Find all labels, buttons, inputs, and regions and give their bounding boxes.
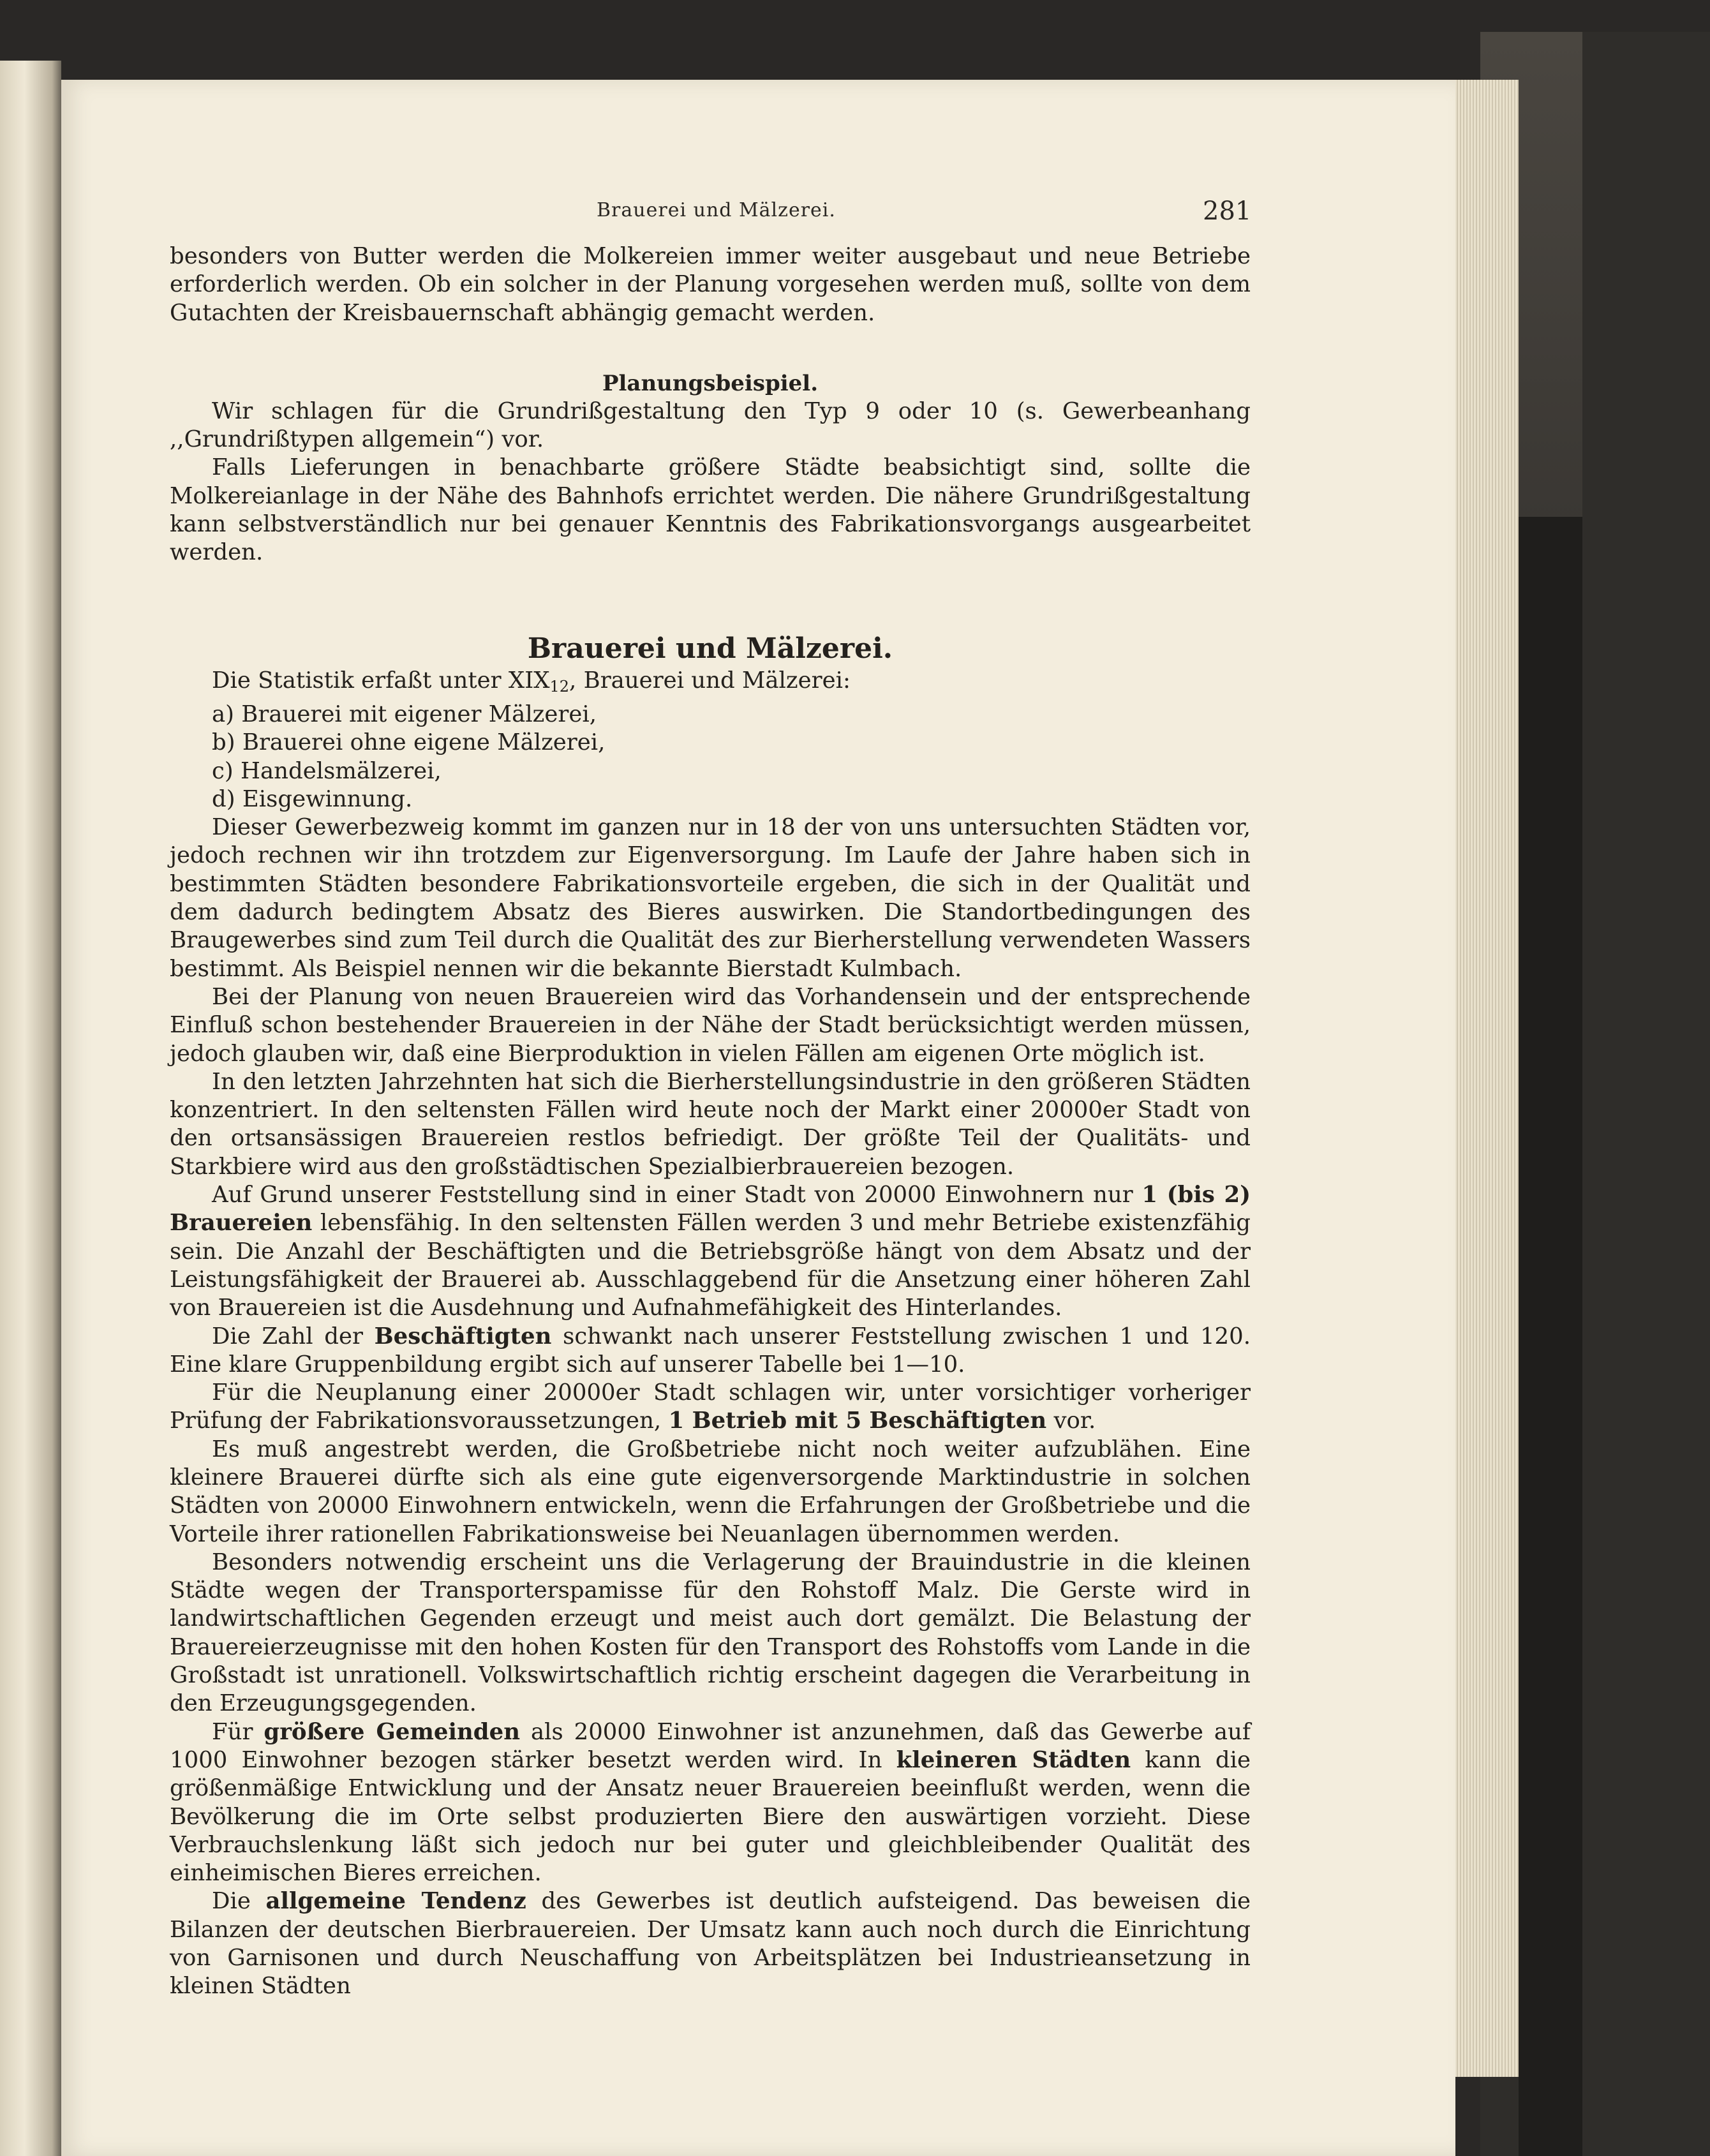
statistics-line — [170, 667, 1251, 701]
text-run: Für — [212, 1718, 264, 1745]
facing-page-edge — [0, 61, 61, 2156]
statistics-text-end: , Brauerei und Mälzerei: — [569, 667, 851, 694]
text-run: des Gewerbes ist deutlich aufsteigend. Das beweisen die Bilanzen der deutschen Bierbrauereien. Der Umsatz kann auch noch durch die Einrichtung von Garnisonen und durch Neuschaffung von Arbeitsplätzen bei Industrieansetzung in kleinen Städten — [170, 1888, 1251, 2000]
bold-text-run: 1 (bis 2) Brauereien — [170, 1182, 1251, 1237]
list-item: b) Brauerei ohne eigene Mälzerei, — [212, 729, 606, 756]
bold-text-run: Beschäftigten — [374, 1323, 552, 1349]
text-run: als 20000 Einwohner ist anzunehmen, daß das Gewerbe auf 1000 Einwohner bezogen stärker besetzt werden wird. In — [170, 1718, 1251, 1773]
page-body — [170, 242, 1251, 2001]
list-item: d) Eisgewinnung. — [212, 785, 413, 812]
brewery-paragraph-10 — [170, 1887, 1251, 2000]
section-heading-planning: Planungsbeispiel. — [602, 370, 819, 396]
running-title: Brauerei und Mälzerei. — [597, 199, 836, 221]
book-cover-band — [1519, 517, 1582, 2156]
text-run: vor. — [1046, 1408, 1096, 1434]
statistics-text: Die Statistik erfaßt unter XIX — [212, 667, 550, 694]
brewery-paragraph-9 — [170, 1718, 1251, 1888]
brewery-paragraph-7: Es muß angestrebt werden, die Großbetriebe nicht noch weiter aufzublähen. Eine kleinere Brauerei dürfte sich als eine gute eigenversorgende Marktindustrie in solchen Städten von 20000 Einwohnern entwickeln, wenn die Erfahrungen der Großbetriebe und die Vorteile ihrer rationellen Fabrikationsweise bei Neuanlagen übernommen werden. — [170, 1436, 1251, 1547]
brewery-paragraph-5 — [170, 1323, 1251, 1379]
page-number: 281 — [1203, 197, 1252, 226]
intro-paragraph: besonders von Butter werden die Molkereien immer weiter ausgebaut und neue Betriebe erforderlich werden. Ob ein solcher in der Planung vorgesehen werden muß, sollte von dem Gutachten der Kreisbauernschaft abhängig gemacht werden. — [170, 243, 1251, 326]
planning-paragraph-1: Wir schlagen für die Grundrißgestaltung den Typ 9 oder 10 (s. Gewerbeanhang ,,Grundrißtypen allgemein“) vor. — [170, 398, 1251, 453]
brewery-paragraph-4 — [170, 1181, 1251, 1322]
text-run: Für die Neuplanung einer 20000er Stadt schlagen wir, unter vorsichtiger vorheriger Prüfung der Fabrikationsvoraussetzungen, — [170, 1379, 1251, 1434]
page-block-edges — [1448, 80, 1519, 2077]
brewery-paragraph-8: Besonders notwendig erscheint uns die Verlagerung der Brauindustrie in die kleinen Städte wegen der Transporterspamisse für den Rohstoff Malz. Die Gerste wird in landwirtschaftlichen Gegenden erzeugt und meist auch dort gemälzt. Die Belastung der Brauereierzeugnisse mit den hohen Kosten für den Transport des Rohstoffs vom Lande in die Großstadt ist unrationell. Volkswirtschaftlich richtig erscheint dagegen die Verarbeitung in den Erzeugungsgegenden. — [170, 1549, 1251, 1717]
text-run: schwankt nach unserer Feststellung zwischen 1 und 120. Eine klare Gruppenbildung ergibt sich auf unserer Tabelle bei 1—10. — [170, 1323, 1251, 1378]
list-item: c) Handelsmälzerei, — [212, 757, 442, 784]
text-run: Die Zahl der — [212, 1323, 375, 1349]
text-run: Die — [212, 1888, 266, 1915]
text-run: Auf Grund unserer Feststellung sind in einer Stadt von 20000 Einwohnern nur — [212, 1182, 1142, 1208]
list-item: a) Brauerei mit eigener Mälzerei, — [212, 701, 597, 727]
brewery-paragraph-2: Bei der Planung von neuen Brauereien wird das Vorhandensein und der entsprechende Einfluß schon bestehender Brauereien in der Nähe der Stadt berücksichtigt werden müssen, jedoch glauben wir, daß eine Bierproduktion in vielen Fällen am eigenen Orte möglich ist. — [170, 983, 1251, 1067]
brewery-paragraph-6 — [170, 1379, 1251, 1436]
section-heading-brewery: Brauerei und Mälzerei. — [527, 632, 893, 665]
text-run: kann die größenmäßige Entwicklung und der Ansatz neuer Brauereien beeinflußt werden, wenn die Bevölkerung die im Orte selbst produzierten Biere den auswärtigen vorzieht. Diese Verbrauchslenkung läßt sich jedoch nur bei guter und gleichbleibender Qualität des einheimischen Bieres erreichen. — [170, 1746, 1251, 1887]
statistics-subscript: 12 — [549, 677, 570, 695]
bold-text-run: kleineren Städten — [896, 1746, 1131, 1773]
text-run: lebensfähig. In den seltensten Fällen werden 3 und mehr Betriebe existenzfähig sein. Die Anzahl der Beschäftigten und die Betriebsgröße hängt von dem Absatz und der Leistungsfähigkeit der Brauerei ab. Ausschlaggebend für die Ansetzung einer höheren Zahl von Brauereien ist die Ausdehnung und Aufnahmefähigkeit des Hinterlandes. — [170, 1210, 1251, 1321]
brewery-paragraph-1: Dieser Gewerbezweig kommt im ganzen nur in 18 der von uns untersuchten Städten vor, jedoch rechnen wir ihn trotzdem zur Eigenversorgung. Im Laufe der Jahre haben sich in bestimmten Städten besondere Fabrikationsvorteile ergeben, die sich in der Qualität und dem dadurch bedingtem Absatz des Bieres auswirken. Die Standortbedingungen des Braugewerbes sind zum Teil durch die Qualität des zur Bierherstellung verwendeten Wassers bestimmt. Als Beispiel nennen wir die bekannte Bierstadt Kulmbach. — [170, 814, 1251, 982]
bold-text-run: 1 Betrieb mit 5 Beschäftigten — [668, 1408, 1047, 1434]
bold-text-run: größere Gemeinden — [264, 1718, 521, 1745]
bold-text-run: allgemeine Tendenz — [265, 1888, 526, 1915]
brewery-paragraph-3: In den letzten Jahrzehnten hat sich die Bierherstellungsindustrie in den größeren Städten konzentriert. In den seltensten Fällen wird heute noch der Markt einer 20000er Stadt von den ortsansässigen Brauereien restlos befriedigt. Der größte Teil der Qualitäts- und Starkbiere wird aus den großstädtischen Spezialbierbrauereien bezogen. — [170, 1068, 1251, 1180]
planning-paragraph-2: Falls Lieferungen in benachbarte größere Städte beabsichtigt sind, sollte die Molkereianlage in der Nähe des Bahnhofs errichtet werden. Die nähere Grundrißgestaltung kann selbstverständlich nur bei genauer Kenntnis des Fabrikationsvorgangs ausgearbeitet werden. — [170, 454, 1251, 566]
